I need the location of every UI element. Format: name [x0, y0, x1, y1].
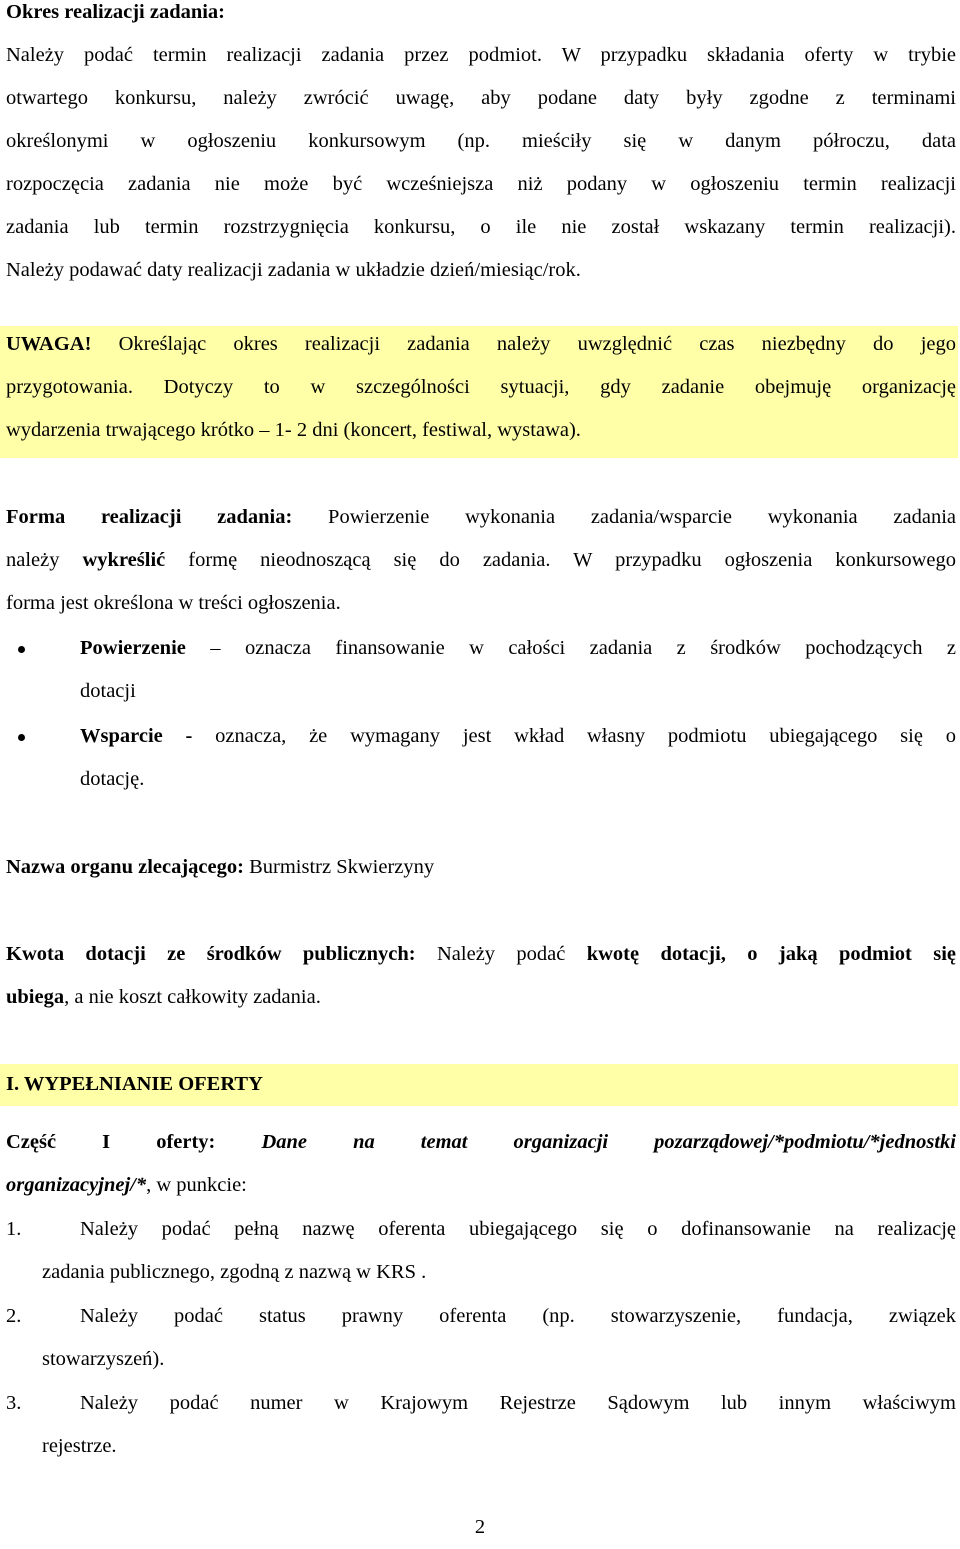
okres-line-6: Należy podawać daty realizacji zadania w układzie dzień/miesiąc/rok. [6, 259, 581, 281]
bullet-icon [18, 646, 25, 653]
kwota-rest: , a nie koszt całkowity zadania. [64, 986, 321, 1008]
okres-line-1: Należy podać termin realizacji zadania przez podmiot. W przypadku składania oferty w trybie [6, 44, 956, 66]
okres-heading: Okres realizacji zadania: [6, 1, 226, 23]
forma-line-1 [6, 496, 956, 539]
okres-line-5: zadania lub termin rozstrzygnięcia konkursu, o ile nie został wskazany termin realizacji). [6, 216, 956, 238]
organ-label: Nazwa organu zlecającego: [6, 856, 244, 878]
uwaga-text-1: Określając okres realizacji zadania należy uwzględnić czas niezbędny do jego [91, 333, 956, 355]
bullet-2-line-1 [80, 715, 956, 758]
item-3-number: 3. [6, 1392, 22, 1414]
okres-line-2: otwartego konkursu, należy zwrócić uwagę, aby podane daty były zgodne z terminami [6, 87, 956, 109]
czesc-italic-1: Dane na temat organizacji pozarządowej/*podmiotu/*jednostki [215, 1131, 956, 1153]
bullet-2-line-2: dotację. [80, 768, 145, 790]
item-3-line-2: rejestrze. [42, 1435, 117, 1457]
czesc-line-2 [6, 1164, 247, 1207]
uwaga-line-2: przygotowania. Dotyczy to w szczególności sytuacji, gdy zadanie obejmuję organizację [6, 376, 956, 398]
forma-label: Forma realizacji zadania: [6, 506, 293, 528]
kwota-bold-2: ubiega [6, 986, 65, 1008]
forma-line-2 [6, 539, 956, 582]
item-1-line-2: zadania publicznego, zgodną z nazwą w KRS . [42, 1261, 427, 1283]
bullet-icon [18, 734, 25, 741]
bullet-2-text: oznacza, że wymagany jest wkład własny podmiotu ubiegającego się o [192, 725, 956, 747]
bullet-1-text: – oznacza finansowanie w całości zadania z środków pochodzących z [185, 637, 956, 659]
bullet-1-line-1 [80, 627, 956, 670]
item-2-line-1: Należy podać status prawny oferenta (np. stowarzyszenie, fundacja, związek [80, 1305, 956, 1327]
organ-value: Burmistrz Skwierzyny [243, 856, 435, 878]
okres-line-4: rozpoczęcia zadania nie może być wcześniejsza niż podany w ogłoszeniu termin realizacji [6, 173, 956, 195]
czesc-italic-2: organizacyjnej/* [6, 1174, 147, 1196]
czesc-rest: , w punkcie: [146, 1174, 247, 1196]
kwota-line-1 [6, 933, 956, 976]
okres-line-3: określonymi w ogłoszeniu konkursowym (np. mieściły się w danym półroczu, data [6, 130, 956, 152]
uwaga-line-1 [6, 323, 956, 366]
forma-line-3: forma jest określona w treści ogłoszenia. [6, 592, 341, 614]
czesc-label: Część I oferty: [6, 1131, 216, 1153]
item-2-line-2: stowarzyszeń). [42, 1348, 165, 1370]
czesc-line-1 [6, 1121, 956, 1164]
forma-wykreslic: wykreślić [82, 549, 166, 571]
bullet-1-term: Powierzenie [80, 637, 186, 659]
kwota-line-2 [6, 976, 321, 1019]
uwaga-line-3: wydarzenia trwającego krótko – 1- 2 dni (koncert, festiwal, wystawa). [6, 419, 581, 441]
section-title: I. WYPEŁNIANIE OFERTY [6, 1073, 263, 1095]
item-1-line-1: Należy podać pełną nazwę oferenta ubiegającego się o dofinansowanie na realizację [80, 1218, 956, 1240]
kwota-text-mid: Należy podać [415, 943, 587, 965]
item-3-line-1: Należy podać numer w Krajowym Rejestrze Sądowym lub innym właściwym [80, 1392, 956, 1414]
kwota-bold-1: kwotę dotacji, o jaką podmiot się [586, 943, 956, 965]
bullet-1-line-2: dotacji [80, 680, 136, 702]
page-number: 2 [474, 1516, 486, 1538]
forma-text-2a: należy [6, 549, 83, 571]
forma-text-1: Powierzenie wykonania zadania/wsparcie wykonania zadania [292, 506, 956, 528]
item-2-number: 2. [6, 1305, 22, 1327]
kwota-label: Kwota dotacji ze środków publicznych: [6, 943, 416, 965]
bullet-2-term: Wsparcie - [80, 725, 193, 747]
uwaga-label: UWAGA! [6, 333, 92, 355]
forma-text-2b: formę nieodnoszącą się do zadania. W przypadku ogłoszenia konkursowego [165, 549, 956, 571]
item-1-number: 1. [6, 1218, 22, 1240]
organ-line [6, 846, 434, 889]
